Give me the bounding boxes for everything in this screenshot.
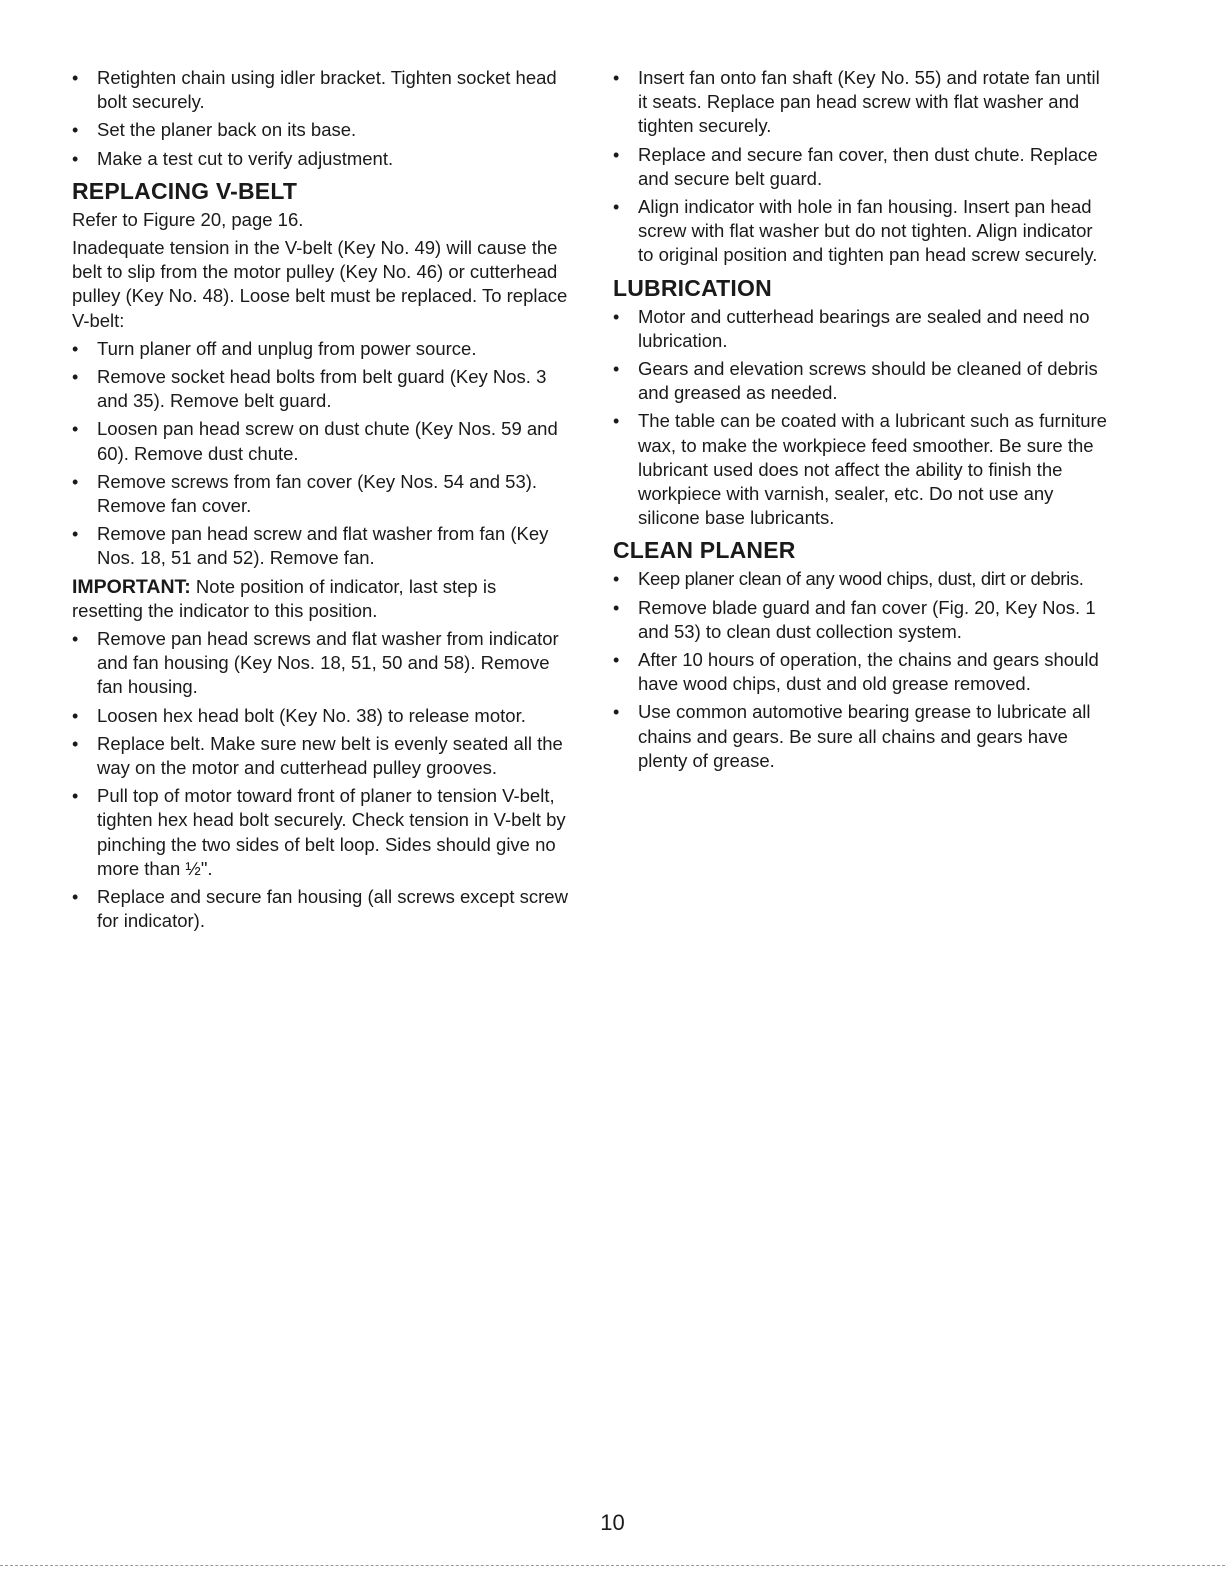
list-item: • Replace and secure fan cover, then dust chute. Replace and secure belt guard. [613,143,1113,191]
vbelt-intro-paragraph: Inadequate tension in the V-belt (Key No. 49) will cause the belt to slip from the motor pulley (Key No. 46) or cutterhead pulley (Key No. 48). Loose belt must be replaced. To replace V-belt: [72,237,568,331]
section-heading-lubrication: LUBRICATION [613,274,772,301]
list-item: • Remove pan head screw and flat washer from fan (Key Nos. 18, 51 and 52). Remove fan. [72,522,572,570]
important-note [72,575,572,623]
list-item: • Remove pan head screws and flat washer from indicator and fan housing (Key Nos. 18, 51, 50 and 58). Remove fan housing. [72,627,572,700]
list-item: • The table can be coated with a lubricant such as furniture wax, to make the workpiece feed smoother. Be sure the lubricant used does not affect the ability to finish the workpiece with varnish, sealer, etc. Do not use any silicone base lubricants. [613,409,1113,530]
list-item: • Gears and elevation screws should be cleaned of debris and greased as needed. [613,357,1113,405]
page-number: 10 [600,1510,625,1535]
left-column [72,66,572,938]
clean-planer-list [613,567,1113,773]
list-item: • After 10 hours of operation, the chains and gears should have wood chips, dust and old grease removed. [613,648,1113,696]
intro-bullet-list [72,66,572,171]
vbelt-steps-list [72,337,572,571]
important-text: Note position of indicator, last step is resetting the indicator to this position. [72,575,497,621]
list-item: • Loosen pan head screw on dust chute (Key Nos. 59 and 60). Remove dust chute. [72,417,572,465]
list-item: • Turn planer off and unplug from power source. [72,337,572,361]
list-item: • Remove blade guard and fan cover (Fig. 20, Key Nos. 1 and 53) to clean dust collection system. [613,596,1113,644]
list-item: • Remove screws from fan cover (Key Nos. 54 and 53). Remove fan cover. [72,470,572,518]
footer-divider [0,1565,1225,1566]
list-item: • Align indicator with hole in fan housing. Insert pan head screw with flat washer but do not tighten. Align indicator to original position and tighten pan head screw securely. [613,195,1113,268]
section-heading-replacing-vbelt: REPLACING V-BELT [72,177,298,204]
list-item: • Make a test cut to verify adjustment. [72,147,572,171]
list-item: • Retighten chain using idler bracket. Tighten socket head bolt securely. [72,66,572,114]
list-item: • Set the planer back on its base. [72,118,572,142]
figure-reference: Refer to Figure 20, page 16. [72,208,304,230]
list-item: • Keep planer clean of any wood chips, dust, dirt or debris. [613,567,1113,591]
list-item: • Insert fan onto fan shaft (Key No. 55) and rotate fan until it seats. Replace pan head screw with flat washer and tighten securely. [613,66,1113,139]
vbelt-steps-after-list [72,627,572,933]
list-item: • Motor and cutterhead bearings are sealed and need no lubrication. [613,305,1113,353]
list-item: • Use common automotive bearing grease to lubricate all chains and gears. Be sure all chains and gears have plenty of grease. [613,700,1113,773]
list-item: • Remove socket head bolts from belt guard (Key Nos. 3 and 35). Remove belt guard. [72,365,572,413]
right-column [613,66,1113,777]
section-heading-clean-planer: CLEAN PLANER [613,537,796,564]
list-item: • Pull top of motor toward front of planer to tension V-belt, tighten hex head bolt securely. Check tension in V-belt by pinching the two sides of belt loop. Sides should give no more than ½". [72,784,572,881]
list-item: • Loosen hex head bolt (Key No. 38) to release motor. [72,704,572,728]
fan-steps-list [613,66,1113,268]
important-label: IMPORTANT: [72,575,191,598]
lubrication-list [613,305,1113,531]
list-item: • Replace belt. Make sure new belt is evenly seated all the way on the motor and cutterhead pulley grooves. [72,732,572,780]
list-item: • Replace and secure fan housing (all screws except screw for indicator). [72,885,572,933]
